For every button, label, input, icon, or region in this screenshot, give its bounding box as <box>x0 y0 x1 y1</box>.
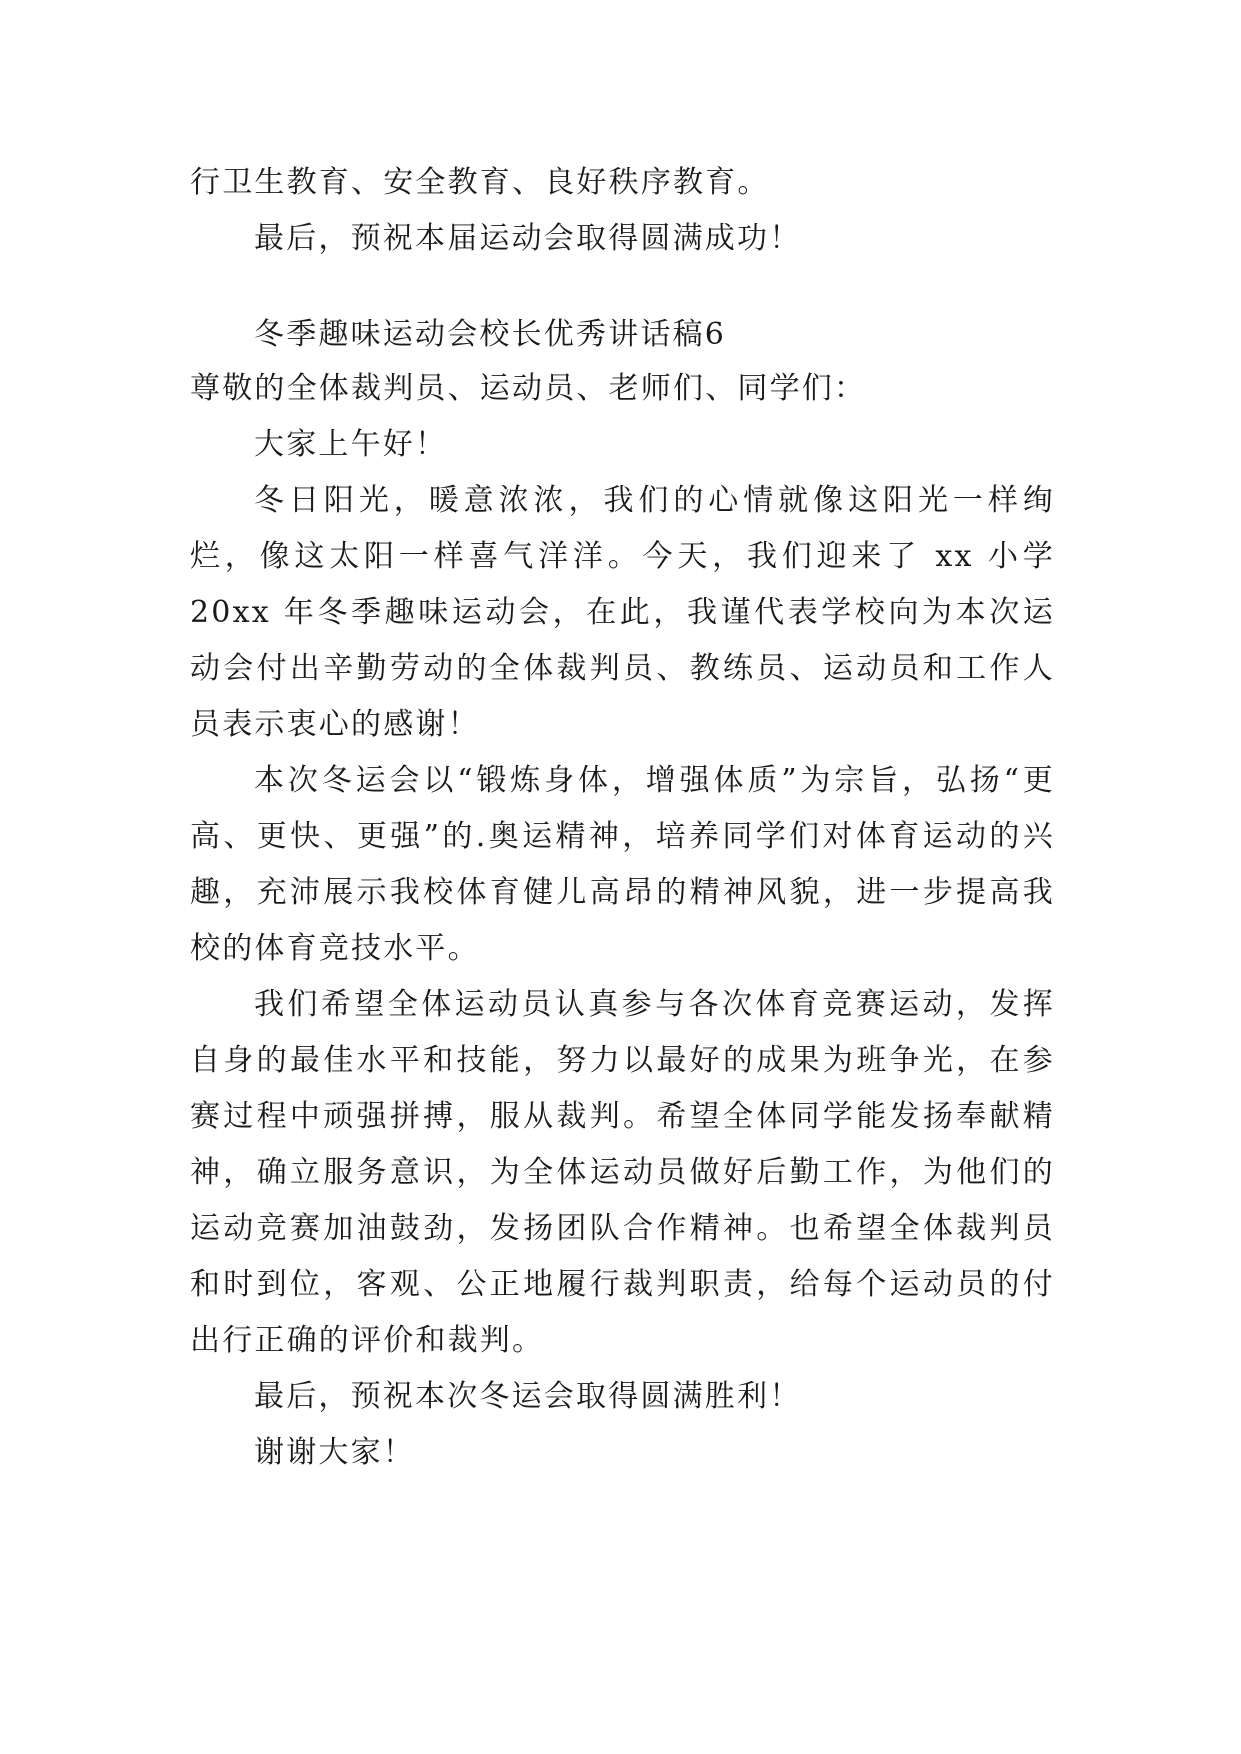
document-body <box>190 155 1055 1481</box>
paragraph-opening: 冬日阳光，暖意浓浓，我们的心情就像这阳光一样绚烂，像这太阳一样喜气洋洋。今天，我们迎来了 xx 小学 20xx 年冬季趣味运动会，在此，我谨代表学校向为本次运动会付出辛勤劳动的全体裁判员、教练员、运动员和工作人员表示衷心的感谢！ <box>190 483 1055 742</box>
paragraph-purpose: 本次冬运会以“锻炼身体，增强体质”为宗旨，弘扬“更高、更快、更强”的.奥运精神，培养同学们对体育运动的兴趣，充沛展示我校体育健儿高昂的精神风貌，进一步提高我校的体育竞技水平。 <box>190 763 1055 966</box>
paragraph-final-wish: 最后，预祝本次冬运会取得圆满胜利！ <box>254 1379 802 1414</box>
salutation: 尊敬的全体裁判员、运动员、老师们、同学们： <box>190 371 867 406</box>
section-title: 冬季趣味运动会校长优秀讲话稿6 <box>254 317 727 352</box>
paragraph-thanks: 谢谢大家！ <box>254 1435 415 1470</box>
paragraph-closing-wish: 最后，预祝本届运动会取得圆满成功！ <box>254 221 802 256</box>
greeting: 大家上午好！ <box>254 427 448 462</box>
paragraph-continuation: 行卫生教育、安全教育、良好秩序教育。 <box>190 165 770 200</box>
section-gap <box>190 267 1055 309</box>
paragraph-hopes: 我们希望全体运动员认真参与各次体育竞赛运动，发挥自身的最佳水平和技能，努力以最好的成果为班争光，在参赛过程中顽强拼搏，服从裁判。希望全体同学能发扬奉献精神，确立服务意识，为全体运动员做好后勤工作，为他们的运动竞赛加油鼓劲，发扬团队合作精神。也希望全体裁判员和时到位，客观、公正地履行裁判职责，给每个运动员的付出行正确的评价和裁判。 <box>190 987 1055 1358</box>
